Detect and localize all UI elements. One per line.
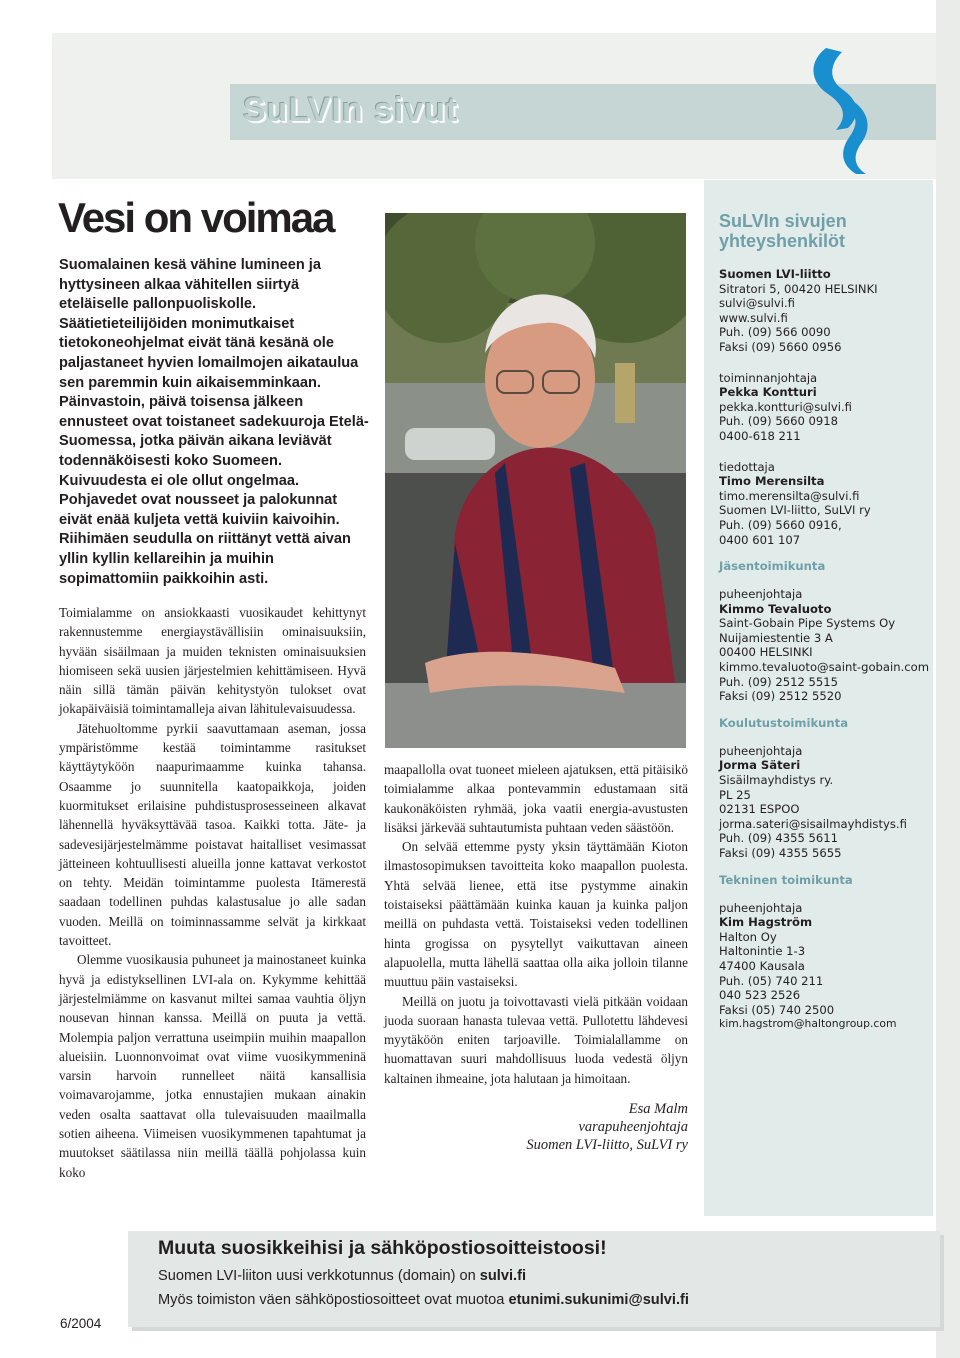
org-name: Suomen LVI-liitto: [719, 267, 831, 281]
banner-title: Muuta suosikkeihisi ja sähköpostiosoitteistoosi!: [158, 1237, 607, 1259]
contact-line: Puh. (09) 5660 0918: [719, 414, 839, 429]
issue-number: 6/2004: [60, 1316, 102, 1331]
banner-text: Suomen LVI-liiton uusi verkkotunnus (domain) on: [158, 1268, 476, 1284]
contact-line: pekka.kontturi@sulvi.fi: [719, 399, 852, 414]
body-paragraph: Jätehuoltomme pyrkii saavuttamaan aseman, jossa ympäristömme kestää toimintamme rasitukset käyttäytyköön naapurimaamme kuinka tahansa. Osaamme jo suunnitella kaatopaikkoja, joiden kuormitukset erilaisine puhdistusprosesseineen alkavat lähennellä hyväksyttävää tasoa. Kaikki totta. Jäte- ja sadevesijärjestelmämme poistavat haitalliset vesimassat jätteineen kohtuullisesti alueilla jonne kattavat verkostot on tehty. Meidän toimintamme puolesta Itämerestä saadaan todellinen puhdas kalastusalue jo alle sadan vuoden. Meillä on toiminnassamme selvät ja kirkkaat tavoitteet.: [59, 720, 366, 949]
contact-line: 040 523 2526: [719, 988, 801, 1003]
right-margin-strip: [936, 0, 960, 1358]
contacts-sidebar: [704, 180, 933, 1216]
contact-role: puheenjohtaja: [719, 743, 803, 758]
org-fax: Faksi (09) 5660 0956: [719, 339, 842, 354]
contact-line: 0400-618 211: [719, 428, 801, 443]
contact-line: Suomen LVI-liitto, SuLVI ry: [719, 503, 871, 518]
sidebar-title: SuLVIn sivujen yhteyshenkilöt: [719, 211, 847, 251]
body-paragraph: Olemme vuosikausia puhuneet ja mainostaneet kuinka hyvä ja edistyksellinen LVI-ala on. Kykymme kehittää järjestelmiämme on kasvanut miltei samaa vauhtia öljyn nousevan hinnan kanssa. Meillä on puuta ja vettä. Molempia paljon verrattuna useimpiin muihin maapallon alueisiin. Luonnonvoimat ovat viime vuosikymmeninä varsin harvoin runnelleet näitä kansallisia voimavarojamme, jotka ennustajien mukaan ainakin veden osalta saattavat olla tulevaisuuden maailmalla sotien aiheena. Viimeisen vuosikymmenen tapahtumat ja muutokset säätilassa niin meillä täällä pohjolassa kuin koko: [59, 952, 366, 1180]
contact-name: Jorma Säteri: [719, 758, 801, 773]
banner-domain: sulvi.fi: [479, 1268, 527, 1284]
contact-line: 0400 601 107: [719, 532, 801, 547]
contact-line: kim.hagstrom@haltongroup.com: [719, 1017, 897, 1031]
contact-role: puheenjohtaja: [719, 900, 803, 915]
body-paragraph: On selvää ettemme pysty yksin täyttämään Kioton ilmastosopimuksen tavoitteita koko maapallon puolesta. Yhtä selvää lienee, että itse pystymme ainakin toistaiseksi päättämään kuinka kauan ja kuinka paljon meillä on puhdasta vettä. Toistaiseksi veden todellinen hinta grogissa on pysytellyt vaikuttavan aineen alapuolella, mutta lähellä saattaa olla aika jolloin tilanne muuttuu päin vastaiseksi.: [384, 839, 688, 990]
contact-line: jorma.sateri@sisailmayhdistys.fi: [719, 816, 907, 831]
committee-heading: Tekninen toimikunta: [719, 872, 853, 887]
body-paragraph: Toimialamme on ansiokkaasti vuosikaudet kehittynyt rakennustemme energiaystävällisiin ominaisuuksiin, hyvään sisäilmaan ja muiden teknisten ominaisuuksien hiomiseen sekä uusien järjestelmien kehittämiseen. Hyvä näin sillä tämän päivän kehitystyön tulokset ovat jokapäiväisiä toimintamalleja aivan lähitulevaisuudessa.: [59, 605, 366, 717]
contact-line: Sisäilmayhdistys ry.: [719, 773, 834, 788]
contact-line: Nuijamiestentie 3 A: [719, 630, 833, 645]
contact-line: Puh. (05) 740 211: [719, 973, 824, 988]
signature-name: Esa Malm: [628, 1101, 688, 1118]
contact-line: Puh. (09) 5660 0916,: [719, 517, 842, 532]
section-title: SuLVIn sivut: [243, 91, 459, 129]
org-web: www.sulvi.fi: [719, 310, 788, 325]
author-photo: [385, 213, 686, 748]
contact-card: [719, 587, 931, 704]
signature-role: varapuheenjohtaja: [578, 1119, 688, 1136]
contact-line: Faksi (05) 740 2500: [719, 1002, 835, 1017]
banner-line-domain: [158, 1268, 526, 1284]
contact-line: 02131 ESPOO: [719, 802, 800, 817]
contact-line: 47400 Kausala: [719, 958, 805, 973]
contact-line: kimmo.tevaluoto@saint-gobain.com: [719, 660, 930, 675]
contact-line: Faksi (09) 2512 5520: [719, 689, 842, 704]
contact-name: Pekka Kontturi: [719, 385, 817, 400]
contact-role: tiedottaja: [719, 459, 775, 474]
contact-line: Puh. (09) 4355 5611: [719, 831, 839, 846]
sulvi-logo-icon: [800, 44, 890, 176]
article-headline: Vesi on voimaa: [58, 194, 334, 241]
article-signature: [384, 1100, 688, 1154]
contact-line: 00400 HELSINKI: [719, 645, 813, 660]
org-phone: Puh. (09) 566 0090: [719, 325, 831, 340]
contact-card: [719, 460, 931, 548]
contact-line: Puh. (09) 2512 5515: [719, 674, 839, 689]
committee-heading: Jäsentoimikunta: [719, 559, 826, 574]
contact-card: [719, 744, 931, 861]
contact-name: Timo Merensilta: [719, 474, 825, 489]
contact-card: [719, 371, 931, 444]
banner-line-email: [158, 1292, 689, 1308]
committee-heading: Koulutustoimikunta: [719, 715, 849, 730]
contact-line: Haltonintie 1-3: [719, 944, 806, 959]
signature-org: Suomen LVI-liitto, SuLVI ry: [526, 1137, 688, 1154]
org-email: sulvi@sulvi.fi: [719, 296, 795, 311]
contact-line: Faksi (09) 4355 5655: [719, 846, 842, 860]
contact-role: toiminnanjohtaja: [719, 370, 818, 385]
body-paragraph: Meillä on juotu ja toivottavasti vielä pitkään voidaan juoda suoraan hanasta tulevaa vettä. Pullotettu lähdevesi myytäköön eniten tarjoaville. Toimialallamme on huomattavan suuri mahdollisuus luoda vedestä öljyn kaltainen ihmeaine, jota halutaan ja himoitaan.: [384, 993, 688, 1086]
article-lead: Suomalainen kesä vähine lumineen ja hyttysineen alkaa vähitellen siirtyä eteläiselle pallonpuoliskolle. Säätietieteilijöiden monimutkaiset tietokoneohjelmat eivät tänä kesänä ole paljastaneet hyvien lomailmojen aikataulua sen paremmin kuin aikaisemminkaan. Päinvastoin, päivä toisensa jälkeen ennusteet ovat toistaneet sadekuuroja Etelä-Suomessa, jotka päivän aikana leviävät todennäköisesti koko Suomeen. Kuivuudesta ei ole ollut ongelmaa. Pohjavedet ovat nousseet ja palokunnat eivät enää kuljeta vettä kuiviin kaivoihin. Riihimäen seudulla on riittänyt vettä aivan yllin kyllin kellareihin ja muihin sopimattomiin paikkoihin asti.: [59, 257, 369, 587]
domain-notice-banner: [128, 1231, 940, 1327]
banner-text: Myös toimiston väen sähköpostiosoitteet ovat muotoa: [158, 1292, 505, 1308]
contact-line: PL 25: [719, 787, 751, 802]
contact-name: Kimmo Tevaluoto: [719, 601, 832, 616]
contact-role: puheenjohtaja: [719, 587, 803, 602]
article-column-1: [59, 603, 366, 1182]
contact-line: Halton Oy: [719, 929, 777, 944]
contact-org: [719, 267, 931, 355]
contact-card: [719, 901, 931, 1032]
org-line: Sitratori 5, 00420 HELSINKI: [719, 281, 878, 296]
banner-email-format: etunimi.sukunimi@sulvi.fi: [508, 1292, 689, 1308]
contact-line: Saint-Gobain Pipe Systems Oy: [719, 616, 896, 631]
article-column-2: [384, 760, 688, 1154]
contact-line: timo.merensilta@sulvi.fi: [719, 488, 860, 503]
body-paragraph: maapallolla ovat tuoneet mieleen ajatuksen, että pitäisikö toimialamme alkaa pontevammin edustamaan sitä kaukonäköisten ryhmää, joka vaatii energia-avustusten lisäksi järkevää suhtautumista puhtaan veden säästöön.: [384, 762, 688, 835]
contact-name: Kim Hagström: [719, 915, 813, 930]
